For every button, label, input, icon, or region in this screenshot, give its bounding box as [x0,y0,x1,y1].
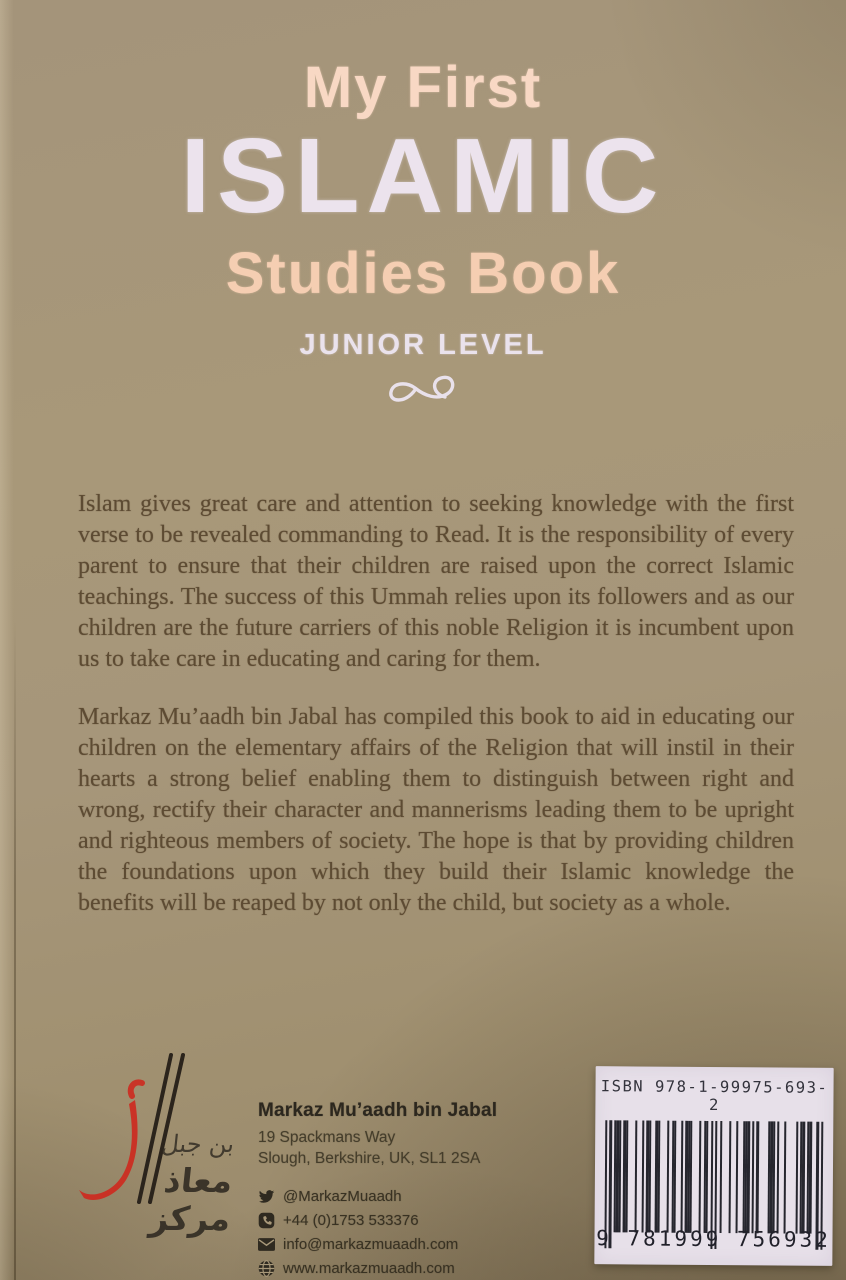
title-line-1: My First [303,55,543,120]
isbn-text: ISBN 978-1-99975-693-2 [600,1077,829,1115]
logo-word-markaz: مركز [147,1199,233,1238]
publisher-address [258,1127,578,1169]
email-icon [258,1238,275,1251]
subtitle-junior-level: JUNIOR LEVEL [299,329,547,362]
title-line-2: ISLAMIC [180,117,666,235]
website-url: www.markazmuaadh.com [283,1259,455,1277]
email-address: info@markazmuaadh.com [283,1235,459,1253]
publisher-address-line-2: Slough, Berkshire, UK, SL1 2SA [258,1150,481,1167]
publisher-address-line-1: 19 Spackmans Way [258,1129,396,1146]
phone-icon [258,1212,275,1229]
blurb-paragraph-2: Markaz Mu’aadh bin Jabal has compiled this book to aid in educating our children on the elementary affairs of the Religion that will instil in their hearts a strong belief enabling them to distinguish between right and wrong, rectify their character and mannerisms leading them to be upright and righteous members of society. The hope is that by providing children the foundations upon which they build their Islamic knowledge the benefits will be reaped by not only the child, but society as a whole. [78,704,794,916]
contact-list [258,1184,578,1280]
blurb-paragraph-1: Islam gives great care and attention to seeking knowledge with the first verse to be revealed commanding to Read. It is the responsibility of every parent to ensure that their children are raised upon the correct Islamic teachings. The success of this Ummah relies upon its followers and as our children are the future carriers of this noble Religion it is incumbent upon us to take care in educating and caring for them. [78,491,794,672]
phone-number: +44 (0)1753 533376 [283,1211,419,1229]
title-block [0,54,846,415]
flourish-ornament-icon [381,366,465,410]
contact-phone [258,1208,578,1232]
twitter-icon [258,1188,275,1205]
title-line-3: Studies Book [225,241,621,307]
back-cover-blurb [78,489,794,919]
logo-word-muaadh: معاذ [162,1161,235,1200]
publisher-name: Markaz Mu’aadh bin Jabal [258,1100,498,1121]
contact-email [258,1232,578,1256]
arabic-calligraphy-logo [76,1052,238,1280]
twitter-handle: @MarkazMuaadh [283,1187,402,1205]
isbn-barcode-label [594,1066,833,1266]
contact-website [258,1256,578,1280]
barcode-digits: 9 781999 756932 [596,1226,831,1252]
publisher-block [258,1100,578,1280]
logo-word-bin-jabal: بن جبل [160,1130,236,1158]
globe-icon [258,1260,275,1277]
contact-twitter [258,1184,578,1208]
